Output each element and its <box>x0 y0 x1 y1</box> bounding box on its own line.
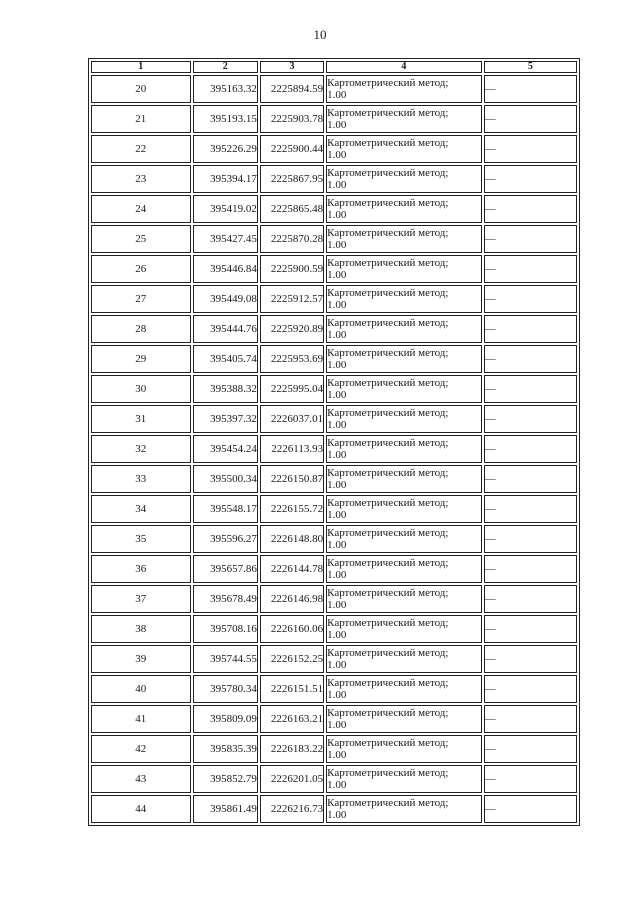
header-row <box>91 61 577 73</box>
point-number-cell: 35 <box>91 525 191 553</box>
point-number-cell: 27 <box>91 285 191 313</box>
method-text: Картометрический метод; <box>327 797 449 809</box>
method-text: Картометрический метод; <box>327 227 449 239</box>
x-coordinate-cell: 395454.24 <box>193 435 258 463</box>
method-text: Картометрический метод; <box>327 77 449 89</box>
x-coordinate-cell: 395861.49 <box>193 795 258 823</box>
y-coordinate-cell: 2226160.06 <box>260 615 324 643</box>
y-coordinate-cell: 2226151.51 <box>260 675 324 703</box>
point-number-cell: 23 <box>91 165 191 193</box>
table-row <box>91 405 577 433</box>
accuracy-text: 1.00 <box>327 149 347 161</box>
x-coordinate-cell: 395708.16 <box>193 615 258 643</box>
point-number-cell: 28 <box>91 315 191 343</box>
x-coordinate-cell: 395193.15 <box>193 105 258 133</box>
table-row <box>91 255 577 283</box>
description-cell: — <box>484 405 577 433</box>
column-header: 4 <box>326 61 482 73</box>
method-text: Картометрический метод; <box>327 197 449 209</box>
method-cell <box>326 615 482 643</box>
point-number-cell: 37 <box>91 585 191 613</box>
table-row <box>91 555 577 583</box>
table-row <box>91 135 577 163</box>
accuracy-text: 1.00 <box>327 539 347 551</box>
table-row <box>91 435 577 463</box>
accuracy-text: 1.00 <box>327 779 347 791</box>
method-cell <box>326 795 482 823</box>
point-number-cell: 26 <box>91 255 191 283</box>
description-cell: — <box>484 435 577 463</box>
y-coordinate-cell: 2225900.44 <box>260 135 324 163</box>
x-coordinate-cell: 395809.09 <box>193 705 258 733</box>
table-row <box>91 465 577 493</box>
y-coordinate-cell: 2226148.80 <box>260 525 324 553</box>
method-text: Картометрический метод; <box>327 437 449 449</box>
method-text: Картометрический метод; <box>327 317 449 329</box>
method-text: Картометрический метод; <box>327 377 449 389</box>
point-number-cell: 34 <box>91 495 191 523</box>
description-cell: — <box>484 735 577 763</box>
x-coordinate-cell: 395780.34 <box>193 675 258 703</box>
accuracy-text: 1.00 <box>327 269 347 281</box>
x-coordinate-cell: 395397.32 <box>193 405 258 433</box>
y-coordinate-cell: 2225995.04 <box>260 375 324 403</box>
y-coordinate-cell: 2226216.73 <box>260 795 324 823</box>
method-cell <box>326 765 482 793</box>
accuracy-text: 1.00 <box>327 479 347 491</box>
method-text: Картометрический метод; <box>327 677 449 689</box>
point-number-cell: 22 <box>91 135 191 163</box>
method-cell <box>326 315 482 343</box>
description-cell: — <box>484 225 577 253</box>
y-coordinate-cell: 2226152.25 <box>260 645 324 673</box>
method-text: Картометрический метод; <box>327 107 449 119</box>
method-cell <box>326 255 482 283</box>
accuracy-text: 1.00 <box>327 809 347 821</box>
method-text: Картометрический метод; <box>327 737 449 749</box>
accuracy-text: 1.00 <box>327 419 347 431</box>
accuracy-text: 1.00 <box>327 629 347 641</box>
description-cell: — <box>484 315 577 343</box>
x-coordinate-cell: 395405.74 <box>193 345 258 373</box>
table-row <box>91 195 577 223</box>
point-number-cell: 21 <box>91 105 191 133</box>
point-number-cell: 43 <box>91 765 191 793</box>
point-number-cell: 36 <box>91 555 191 583</box>
accuracy-text: 1.00 <box>327 749 347 761</box>
accuracy-text: 1.00 <box>327 719 347 731</box>
description-cell: — <box>484 285 577 313</box>
point-number-cell: 30 <box>91 375 191 403</box>
x-coordinate-cell: 395744.55 <box>193 645 258 673</box>
point-number-cell: 33 <box>91 465 191 493</box>
x-coordinate-cell: 395852.79 <box>193 765 258 793</box>
x-coordinate-cell: 395163.32 <box>193 75 258 103</box>
method-cell <box>326 525 482 553</box>
method-cell <box>326 345 482 373</box>
method-text: Картометрический метод; <box>327 587 449 599</box>
y-coordinate-cell: 2226183.22 <box>260 735 324 763</box>
point-number-cell: 20 <box>91 75 191 103</box>
y-coordinate-cell: 2226163.21 <box>260 705 324 733</box>
accuracy-text: 1.00 <box>327 119 347 131</box>
point-number-cell: 38 <box>91 615 191 643</box>
description-cell: — <box>484 135 577 163</box>
x-coordinate-cell: 395444.76 <box>193 315 258 343</box>
method-text: Картометрический метод; <box>327 647 449 659</box>
description-cell: — <box>484 375 577 403</box>
description-cell: — <box>484 255 577 283</box>
method-text: Картометрический метод; <box>327 347 449 359</box>
description-cell: — <box>484 645 577 673</box>
method-cell <box>326 405 482 433</box>
description-cell: — <box>484 555 577 583</box>
y-coordinate-cell: 2226144.78 <box>260 555 324 583</box>
method-cell <box>326 585 482 613</box>
description-cell: — <box>484 105 577 133</box>
x-coordinate-cell: 395657.86 <box>193 555 258 583</box>
table-row <box>91 705 577 733</box>
x-coordinate-cell: 395446.84 <box>193 255 258 283</box>
method-cell <box>326 705 482 733</box>
method-text: Картометрический метод; <box>327 467 449 479</box>
point-number-cell: 24 <box>91 195 191 223</box>
point-number-cell: 32 <box>91 435 191 463</box>
column-header: 1 <box>91 61 191 73</box>
accuracy-text: 1.00 <box>327 359 347 371</box>
page-number: 10 <box>313 27 327 42</box>
x-coordinate-cell: 395427.45 <box>193 225 258 253</box>
x-coordinate-cell: 395548.17 <box>193 495 258 523</box>
column-header: 3 <box>260 61 324 73</box>
description-cell: — <box>484 795 577 823</box>
method-cell <box>326 135 482 163</box>
method-text: Картометрический метод; <box>327 257 449 269</box>
description-cell: — <box>484 525 577 553</box>
method-text: Картометрический метод; <box>327 497 449 509</box>
y-coordinate-cell: 2226201.05 <box>260 765 324 793</box>
method-text: Картометрический метод; <box>327 767 449 779</box>
y-coordinate-cell: 2225900.59 <box>260 255 324 283</box>
method-cell <box>326 105 482 133</box>
point-number-cell: 40 <box>91 675 191 703</box>
method-cell <box>326 675 482 703</box>
method-cell <box>326 75 482 103</box>
method-cell <box>326 495 482 523</box>
point-number-cell: 29 <box>91 345 191 373</box>
description-cell: — <box>484 705 577 733</box>
method-text: Картометрический метод; <box>327 137 449 149</box>
point-number-cell: 44 <box>91 795 191 823</box>
description-cell: — <box>484 75 577 103</box>
y-coordinate-cell: 2226113.93 <box>260 435 324 463</box>
description-cell: — <box>484 615 577 643</box>
table-row <box>91 225 577 253</box>
x-coordinate-cell: 395394.17 <box>193 165 258 193</box>
method-text: Картометрический метод; <box>327 407 449 419</box>
table-row <box>91 345 577 373</box>
method-cell <box>326 285 482 313</box>
point-number-cell: 31 <box>91 405 191 433</box>
column-header: 5 <box>484 61 577 73</box>
table-row <box>91 75 577 103</box>
table-row <box>91 285 577 313</box>
column-header: 2 <box>193 61 258 73</box>
table-row <box>91 675 577 703</box>
x-coordinate-cell: 395388.32 <box>193 375 258 403</box>
method-text: Картометрический метод; <box>327 527 449 539</box>
y-coordinate-cell: 2226146.98 <box>260 585 324 613</box>
accuracy-text: 1.00 <box>327 299 347 311</box>
method-text: Картометрический метод; <box>327 167 449 179</box>
method-cell <box>326 375 482 403</box>
description-cell: — <box>484 165 577 193</box>
method-text: Картометрический метод; <box>327 557 449 569</box>
description-cell: — <box>484 465 577 493</box>
x-coordinate-cell: 395500.34 <box>193 465 258 493</box>
method-cell <box>326 645 482 673</box>
description-cell: — <box>484 765 577 793</box>
method-text: Картометрический метод; <box>327 287 449 299</box>
x-coordinate-cell: 395449.08 <box>193 285 258 313</box>
point-number-cell: 39 <box>91 645 191 673</box>
table-row <box>91 615 577 643</box>
table-row <box>91 765 577 793</box>
accuracy-text: 1.00 <box>327 599 347 611</box>
accuracy-text: 1.00 <box>327 569 347 581</box>
description-cell: — <box>484 195 577 223</box>
table-row <box>91 645 577 673</box>
y-coordinate-cell: 2225867.95 <box>260 165 324 193</box>
table-row <box>91 525 577 553</box>
y-coordinate-cell: 2226150.87 <box>260 465 324 493</box>
y-coordinate-cell: 2225865.48 <box>260 195 324 223</box>
accuracy-text: 1.00 <box>327 509 347 521</box>
coordinates-table <box>88 58 580 826</box>
accuracy-text: 1.00 <box>327 659 347 671</box>
y-coordinate-cell: 2225920.89 <box>260 315 324 343</box>
x-coordinate-cell: 395596.27 <box>193 525 258 553</box>
table-row <box>91 105 577 133</box>
method-text: Картометрический метод; <box>327 617 449 629</box>
y-coordinate-cell: 2225912.57 <box>260 285 324 313</box>
y-coordinate-cell: 2225953.69 <box>260 345 324 373</box>
y-coordinate-cell: 2226155.72 <box>260 495 324 523</box>
table-row <box>91 495 577 523</box>
description-cell: — <box>484 495 577 523</box>
method-cell <box>326 735 482 763</box>
accuracy-text: 1.00 <box>327 329 347 341</box>
table-row <box>91 315 577 343</box>
description-cell: — <box>484 585 577 613</box>
table-body <box>91 75 577 823</box>
method-cell <box>326 435 482 463</box>
accuracy-text: 1.00 <box>327 239 347 251</box>
table-row <box>91 585 577 613</box>
accuracy-text: 1.00 <box>327 449 347 461</box>
accuracy-text: 1.00 <box>327 179 347 191</box>
description-cell: — <box>484 675 577 703</box>
accuracy-text: 1.00 <box>327 689 347 701</box>
method-cell <box>326 165 482 193</box>
table-row <box>91 375 577 403</box>
y-coordinate-cell: 2226037.01 <box>260 405 324 433</box>
table-row <box>91 795 577 823</box>
point-number-cell: 41 <box>91 705 191 733</box>
method-cell <box>326 555 482 583</box>
description-cell: — <box>484 345 577 373</box>
x-coordinate-cell: 395419.02 <box>193 195 258 223</box>
accuracy-text: 1.00 <box>327 89 347 101</box>
point-number-cell: 25 <box>91 225 191 253</box>
method-text: Картометрический метод; <box>327 707 449 719</box>
y-coordinate-cell: 2225870.28 <box>260 225 324 253</box>
method-cell <box>326 225 482 253</box>
y-coordinate-cell: 2225903.78 <box>260 105 324 133</box>
x-coordinate-cell: 395835.39 <box>193 735 258 763</box>
table-row <box>91 735 577 763</box>
method-cell <box>326 465 482 493</box>
method-cell <box>326 195 482 223</box>
x-coordinate-cell: 395226.29 <box>193 135 258 163</box>
x-coordinate-cell: 395678.49 <box>193 585 258 613</box>
accuracy-text: 1.00 <box>327 389 347 401</box>
accuracy-text: 1.00 <box>327 209 347 221</box>
point-number-cell: 42 <box>91 735 191 763</box>
y-coordinate-cell: 2225894.59 <box>260 75 324 103</box>
table-row <box>91 165 577 193</box>
